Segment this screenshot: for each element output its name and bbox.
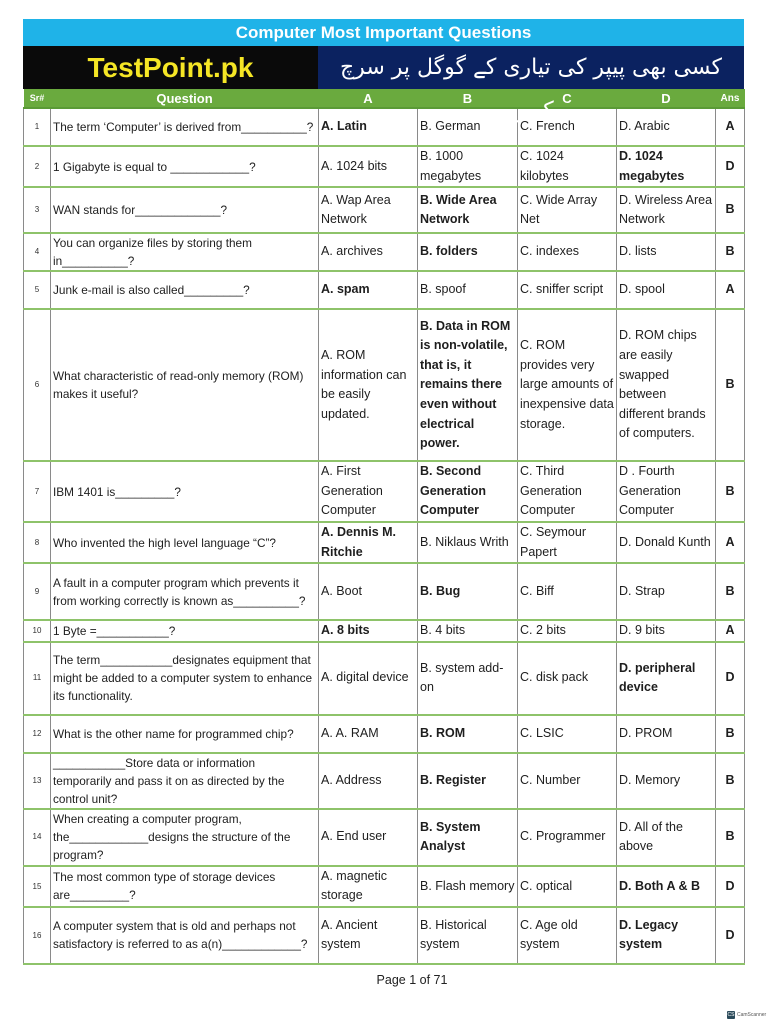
question-text: The term___________designates equipment that might be added to a computer system to enhance its functionality. (51, 642, 319, 715)
option-d: D. Donald Kunth (617, 522, 716, 563)
option-d: D. Memory (617, 753, 716, 809)
option-d: D. Strap (617, 563, 716, 620)
question-text: What is the other name for programmed chip? (51, 715, 319, 753)
questions-body (24, 108, 745, 964)
column-header-ans: Ans (716, 89, 745, 108)
question-text: The most common type of storage devices are_________? (51, 866, 319, 907)
option-b: B. Niklaus Writh (418, 522, 518, 563)
option-a: A. Address (319, 753, 418, 809)
camscanner-logo-icon: CS (727, 1012, 735, 1018)
option-d: D. lists (617, 233, 716, 271)
option-b: B. ROM (418, 715, 518, 753)
option-a: A. Wap Area Network (319, 187, 418, 233)
row-number: 15 (24, 866, 51, 907)
option-d: D. ROM chips are easily swapped between different brands of computers. (617, 309, 716, 461)
row-number: 5 (24, 271, 51, 309)
option-b: B. Flash memory (418, 866, 518, 907)
question-text: ___________Store data or information temporarily and pass it on as directed by the control unit? (51, 753, 319, 809)
row-number: 16 (24, 907, 51, 964)
question-text: 1 Byte =___________? (51, 620, 319, 642)
table-row (24, 642, 745, 715)
option-d: D. Legacy system (617, 907, 716, 964)
table-header-row (24, 89, 745, 108)
answer-key: A (716, 522, 745, 563)
option-d: D. Arabic (617, 108, 716, 146)
question-text: A fault in a computer program which prevents it from working correctly is known as__________? (51, 563, 319, 620)
option-c: C. LSIC (518, 715, 617, 753)
option-c: C. ROM provides very large amounts of inexpensive data storage. (518, 309, 617, 461)
answer-key: B (716, 809, 745, 866)
row-number: 11 (24, 642, 51, 715)
option-b: B. 4 bits (418, 620, 518, 642)
option-a: A. ROM information can be easily updated. (319, 309, 418, 461)
option-b: B. German (418, 108, 518, 146)
question-text: The term ‘Computer’ is derived from__________? (51, 108, 319, 146)
question-text: You can organize files by storing them in__________? (51, 233, 319, 271)
option-c: C. Age old system (518, 907, 617, 964)
option-b: B. Wide Area Network (418, 187, 518, 233)
row-number: 9 (24, 563, 51, 620)
option-d: D . Fourth Generation Computer (617, 461, 716, 522)
table-row (24, 522, 745, 563)
brand-logo-text: TestPoint.pk (23, 46, 318, 89)
option-c: C. French (518, 108, 617, 146)
row-number: 4 (24, 233, 51, 271)
row-number: 14 (24, 809, 51, 866)
answer-key: D (716, 146, 745, 187)
row-number: 2 (24, 146, 51, 187)
option-b: B. system add-on (418, 642, 518, 715)
urdu-tagline: کسی بھی پیپر کی تیاری کے گوگل پر سرچ کریں (318, 46, 744, 89)
row-number: 10 (24, 620, 51, 642)
answer-key: D (716, 642, 745, 715)
answer-key: A (716, 108, 745, 146)
option-c: C. Third Generation Computer (518, 461, 617, 522)
table-row (24, 620, 745, 642)
option-a: A. Dennis M. Ritchie (319, 522, 418, 563)
option-c: C. optical (518, 866, 617, 907)
option-d: D. 9 bits (617, 620, 716, 642)
questions-table (23, 89, 745, 965)
answer-key: B (716, 187, 745, 233)
row-number: 12 (24, 715, 51, 753)
option-b: B. Data in ROM is non-volatile, that is, it remains there even without electrical power. (418, 309, 518, 461)
table-row (24, 866, 745, 907)
option-b: B. folders (418, 233, 518, 271)
option-a: A. magnetic storage (319, 866, 418, 907)
row-number: 1 (24, 108, 51, 146)
question-text: Who invented the high level language “C”? (51, 522, 319, 563)
column-header-question: Question (51, 89, 319, 108)
option-b: B. 1000 megabytes (418, 146, 518, 187)
option-c: C. Wide Array Net (518, 187, 617, 233)
table-row (24, 907, 745, 964)
answer-key: B (716, 309, 745, 461)
page-number: Page 1 of 71 (376, 973, 448, 987)
table-row (24, 753, 745, 809)
column-header-d: D (617, 89, 716, 108)
option-c: C. Programmer (518, 809, 617, 866)
table-row (24, 108, 745, 146)
table-row (24, 146, 745, 187)
row-number: 13 (24, 753, 51, 809)
option-a: A. 8 bits (319, 620, 418, 642)
option-a: A. archives (319, 233, 418, 271)
scanner-watermark (727, 1011, 766, 1019)
option-d: D. Wireless Area Network (617, 187, 716, 233)
option-b: B. spoof (418, 271, 518, 309)
option-d: D. PROM (617, 715, 716, 753)
answer-key: A (716, 271, 745, 309)
option-a: A. Boot (319, 563, 418, 620)
answer-key: D (716, 907, 745, 964)
option-b: B. Bug (418, 563, 518, 620)
question-text: IBM 1401 is_________? (51, 461, 319, 522)
column-header-a: A (319, 89, 418, 108)
option-c: C. 2 bits (518, 620, 617, 642)
option-b: B. Historical system (418, 907, 518, 964)
page-footer (0, 973, 768, 987)
option-a: A. digital device (319, 642, 418, 715)
answer-key: B (716, 563, 745, 620)
row-number: 6 (24, 309, 51, 461)
option-d: D. Both A & B (617, 866, 716, 907)
table-row (24, 563, 745, 620)
question-text: 1 Gigabyte is equal to ____________? (51, 146, 319, 187)
option-d: D. peripheral device (617, 642, 716, 715)
answer-key: A (716, 620, 745, 642)
option-c: C. Number (518, 753, 617, 809)
question-text: A computer system that is old and perhaps not satisfactory is referred to as a(n)____________? (51, 907, 319, 964)
table-row (24, 271, 745, 309)
option-d: D. spool (617, 271, 716, 309)
option-c: C. disk pack (518, 642, 617, 715)
option-a: A. First Generation Computer (319, 461, 418, 522)
option-a: A. Latin (319, 108, 418, 146)
column-header-b: B (418, 89, 518, 108)
option-a: A. Ancient system (319, 907, 418, 964)
option-a: A. 1024 bits (319, 146, 418, 187)
row-number: 8 (24, 522, 51, 563)
scanner-label: CamScanner (737, 1012, 767, 1018)
option-d: D. All of the above (617, 809, 716, 866)
question-text: WAN stands for_____________? (51, 187, 319, 233)
option-c: C. Seymour Papert (518, 522, 617, 563)
table-row (24, 809, 745, 866)
table-row (24, 461, 745, 522)
row-number: 3 (24, 187, 51, 233)
option-b: B. Register (418, 753, 518, 809)
answer-key: D (716, 866, 745, 907)
column-header-c: C (518, 89, 617, 108)
answer-key: B (716, 715, 745, 753)
option-d: D. 1024 megabytes (617, 146, 716, 187)
row-number: 7 (24, 461, 51, 522)
table-row (24, 187, 745, 233)
document-page (23, 19, 744, 965)
option-a: A. A. RAM (319, 715, 418, 753)
option-b: B. Second Generation Computer (418, 461, 518, 522)
table-row (24, 715, 745, 753)
option-c: C. 1024 kilobytes (518, 146, 617, 187)
answer-key: B (716, 461, 745, 522)
answer-key: B (716, 753, 745, 809)
table-row (24, 233, 745, 271)
option-c: C. indexes (518, 233, 617, 271)
question-text: What characteristic of read-only memory (ROM) makes it useful? (51, 309, 319, 461)
question-text: When creating a computer program, the____________designs the structure of the program? (51, 809, 319, 866)
question-text: Junk e-mail is also called_________? (51, 271, 319, 309)
option-c: C. sniffer script (518, 271, 617, 309)
answer-key: B (716, 233, 745, 271)
table-row (24, 309, 745, 461)
document-title: Computer Most Important Questions (23, 19, 744, 46)
option-b: B. System Analyst (418, 809, 518, 866)
option-c: C. Biff (518, 563, 617, 620)
option-a: A. End user (319, 809, 418, 866)
option-a: A. spam (319, 271, 418, 309)
column-header-sr: Sr# (24, 89, 51, 108)
